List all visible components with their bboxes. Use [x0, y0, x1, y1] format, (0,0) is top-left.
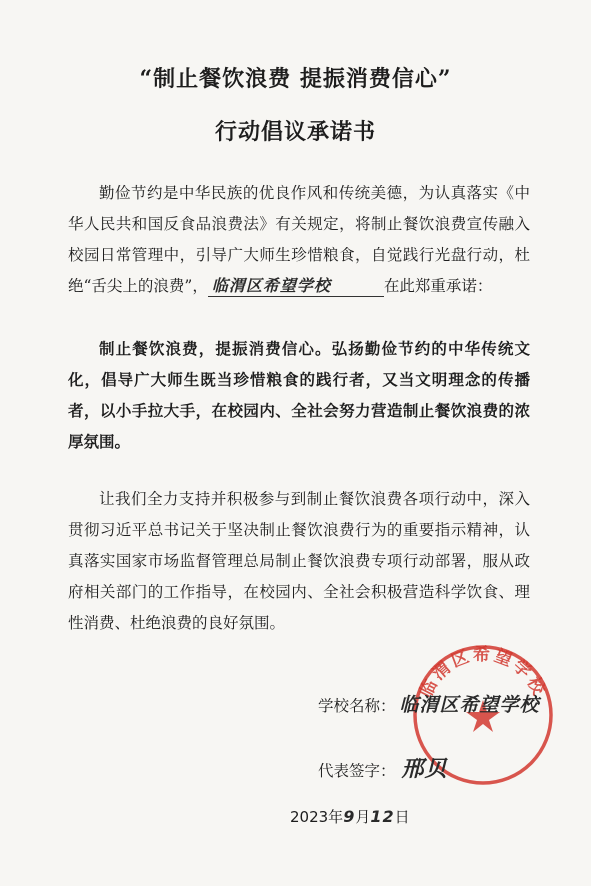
- school-name-blank: [208, 274, 384, 297]
- school-signature-row: [318, 690, 540, 717]
- paragraph-intro: [68, 178, 530, 302]
- school-name-label: 学校名称：: [318, 697, 396, 715]
- representative-label: 代表签字：: [318, 762, 396, 780]
- paragraph-call-to-action: 让我们全力支持并积极参与到制止餐饮浪费各项行动中，深入贯彻习近平总书记关于坚决制止餐饮浪费行为的重要指示精神，认真落实国家市场监督管理总局制止餐饮浪费专项行动部署，服从政府相关部门的工作指导，在校园内、全社会积极营造科学饮食、理性消费、杜绝浪费的良好氛围。: [68, 490, 530, 632]
- page-subtitle: 行动倡议承诺书: [214, 119, 376, 145]
- date-day-suffix: 日: [394, 808, 410, 826]
- paragraph-intro-tail: 在此郑重承诺：: [383, 277, 493, 295]
- paragraph-intro-text: 勤俭节约是中华民族的优良作风和传统美德，为认真落实《中华人民共和国反食品浪费法》有关规定，将制止餐饮浪费宣传融入校园日常管理中，引导广大师生珍惜粮食，自觉践行光盘行动，杜绝“舌尖上的浪费”，: [68, 184, 530, 295]
- handwritten-school-name: 临渭区希望学校: [211, 276, 331, 295]
- page-title: “制止餐饮浪费 提振消费信心”: [139, 66, 452, 92]
- date-month: 9: [343, 807, 356, 826]
- document-date: [290, 806, 410, 827]
- paragraph-commitment: 制止餐饮浪费，提振消费信心。弘扬勤俭节约的中华传统文化，倡导广大师生既当珍惜粮食的践行者，又当文明理念的传播者，以小手拉大手，在校园内、全社会努力营造制止餐饮浪费的浓厚氛围。: [68, 340, 530, 451]
- seal-text: 临渭区希望学校: [416, 644, 550, 701]
- date-year: 2023年: [290, 808, 344, 826]
- representative-signature-row: [318, 752, 448, 783]
- date-day: 12: [370, 807, 395, 826]
- representative-signature: 邢贝: [401, 757, 448, 782]
- date-month-suffix: 月: [355, 808, 371, 826]
- school-name-signature: 临渭区希望学校: [399, 694, 540, 716]
